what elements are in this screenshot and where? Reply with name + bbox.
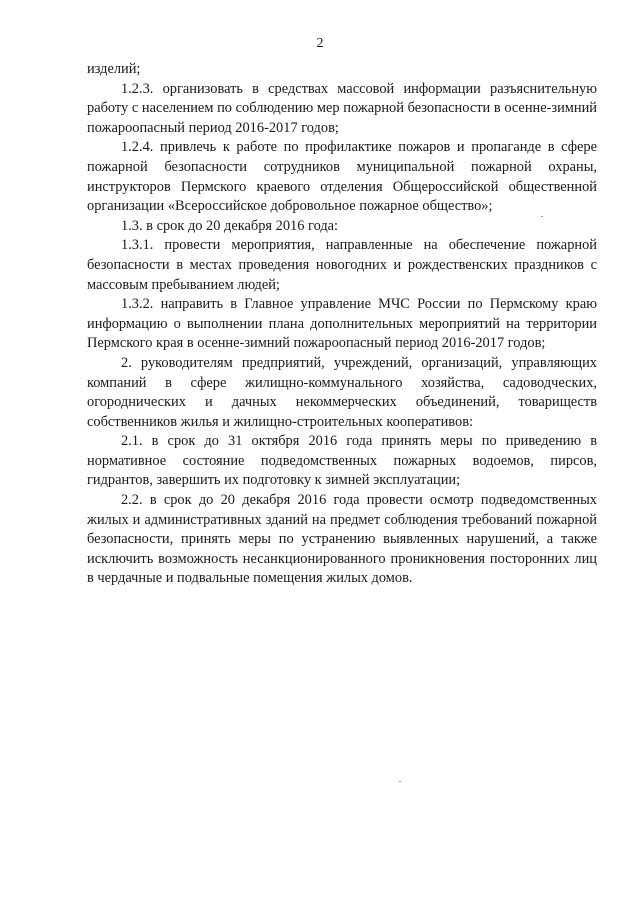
document-body bbox=[87, 60, 597, 589]
paragraph-2: 2. руководителям предприятий, учреждений, организаций, управляющих компаний в сфере жилищно-коммунального хозяйства, садоводческих, огороднических и дачных некоммерческих объединений, товариществ собственников жилья и жилищно-строительных кооперативов: bbox=[87, 354, 597, 430]
paragraph-1-3-1: 1.3.1. провести мероприятия, направленные на обеспечение пожарной безопасности в местах проведения новогодних и рождественских праздников с массовым пребыванием людей; bbox=[87, 237, 597, 293]
page-number: 2 bbox=[316, 36, 324, 51]
scan-speck bbox=[399, 781, 401, 782]
paragraph-1-2-4: 1.2.4. привлечь к работе по профилактике пожаров и пропаганде в сфере пожарной безопасности сотрудников муниципальной пожарной охраны, инструкторов Пермского краевого отделения Общероссийской общественной организации «Всероссийское добровольное пожарное общество»; bbox=[87, 139, 597, 215]
paragraph-2-1: 2.1. в срок до 31 октября 2016 года принять меры по приведению в нормативное состояние подведомственных пожарных водоемов, пирсов, гидрантов, завершить их подготовку к зимней эксплуатации; bbox=[87, 433, 597, 489]
scan-speck bbox=[541, 216, 543, 217]
paragraph-1-3: 1.3. в срок до 20 декабря 2016 года: bbox=[121, 217, 339, 234]
paragraph-2-2: 2.2. в срок до 20 декабря 2016 года провести осмотр подведомственных жилых и административных зданий на предмет соблюдения требований пожарной безопасности, принять меры по устранению выявленных нарушений, а также исключить возможность несанкционированного проникновения посторонних лиц в чердачные и подвальные помещения жилых домов. bbox=[87, 492, 597, 587]
paragraph-1-3-2: 1.3.2. направить в Главное управление МЧС России по Пермскому краю информацию о выполнении плана дополнительных мероприятий на территории Пермского края в осенне-зимний пожароопасный период 2016-2017 годов; bbox=[87, 296, 597, 352]
paragraph-1-2-3: 1.2.3. организовать в средствах массовой информации разъяснительную работу с населением по соблюдению мер пожарной безопасности в осенне-зимний пожароопасный период 2016-2017 годов; bbox=[87, 80, 597, 136]
paragraph-continuation: изделий; bbox=[87, 61, 141, 77]
